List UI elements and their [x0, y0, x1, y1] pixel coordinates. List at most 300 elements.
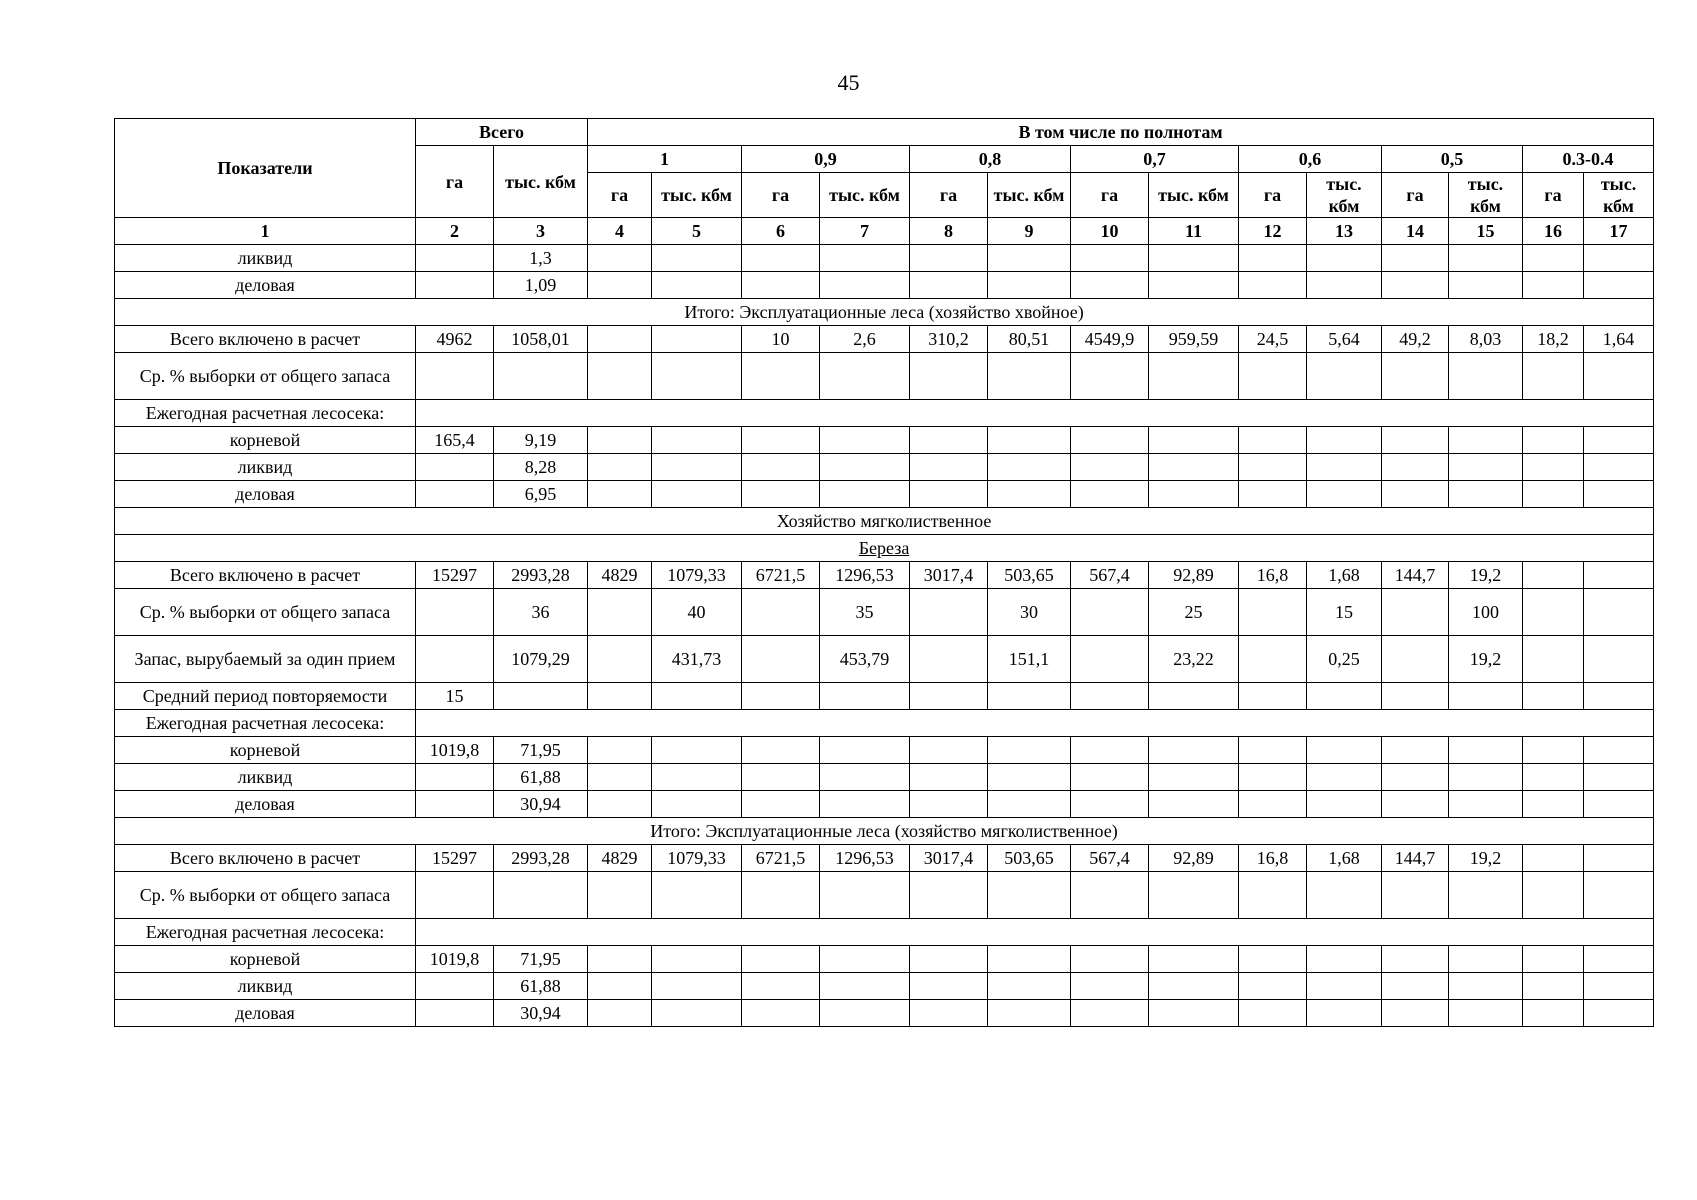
table-cell — [1239, 454, 1307, 481]
table-cell: 71,95 — [494, 946, 588, 973]
table-cell: 18,2 — [1523, 326, 1584, 353]
table-cell: 19,2 — [1449, 562, 1523, 589]
table-row — [115, 427, 1654, 454]
table-cell — [1149, 946, 1239, 973]
table-cell — [1149, 353, 1239, 400]
table-cell — [588, 272, 652, 299]
table-cell — [494, 683, 588, 710]
table-cell — [1449, 946, 1523, 973]
table-cell — [652, 737, 742, 764]
table-cell: 0,25 — [1307, 636, 1382, 683]
table-cell — [652, 1000, 742, 1027]
table-cell — [1239, 946, 1307, 973]
table-cell: 8,03 — [1449, 326, 1523, 353]
table-cell: 15297 — [416, 845, 494, 872]
table-cell: 19,2 — [1449, 636, 1523, 683]
header-ha: га — [588, 173, 652, 218]
forest-table — [114, 118, 1654, 1027]
row-label: корневой — [115, 737, 416, 764]
table-cell — [1071, 764, 1149, 791]
table-cell — [652, 272, 742, 299]
table-cell — [588, 353, 652, 400]
table-cell: 1296,53 — [820, 845, 910, 872]
table-cell — [416, 481, 494, 508]
table-cell: 4962 — [416, 326, 494, 353]
column-number: 14 — [1382, 218, 1449, 245]
row-label: Ср. % выборки от общего запаса — [115, 353, 416, 400]
table-cell — [588, 791, 652, 818]
table-cell: 2993,28 — [494, 562, 588, 589]
table-cell — [742, 764, 820, 791]
column-number: 8 — [910, 218, 988, 245]
table-cell — [1071, 427, 1149, 454]
table-cell: 1079,29 — [494, 636, 588, 683]
table-cell — [1523, 737, 1584, 764]
table-cell — [1584, 845, 1654, 872]
table-cell — [416, 272, 494, 299]
table-cell: 49,2 — [1382, 326, 1449, 353]
table-cell — [1523, 973, 1584, 1000]
table-cell — [820, 946, 910, 973]
table-cell — [742, 1000, 820, 1027]
table-cell — [588, 946, 652, 973]
table-cell — [1307, 272, 1382, 299]
table-cell — [1523, 636, 1584, 683]
table-cell — [1382, 764, 1449, 791]
table-cell — [1239, 791, 1307, 818]
table-cell: 6,95 — [494, 481, 588, 508]
row-label: Всего включено в расчет — [115, 326, 416, 353]
table-row — [115, 245, 1654, 272]
row-label: Всего включено в расчет — [115, 562, 416, 589]
table-cell — [652, 353, 742, 400]
header-total-volume: тыс. кбм — [494, 146, 588, 218]
column-number: 13 — [1307, 218, 1382, 245]
table-cell — [1239, 973, 1307, 1000]
table-cell — [1307, 245, 1382, 272]
table-row — [115, 326, 1654, 353]
table-cell — [1149, 1000, 1239, 1027]
table-cell — [1584, 1000, 1654, 1027]
row-label: Всего включено в расчет — [115, 845, 416, 872]
header-density: 0,9 — [742, 146, 910, 173]
table-cell — [910, 636, 988, 683]
table-cell — [416, 791, 494, 818]
table-cell — [820, 427, 910, 454]
table-cell — [988, 737, 1071, 764]
column-number: 6 — [742, 218, 820, 245]
table-cell — [1584, 427, 1654, 454]
section-title-text: Хозяйство мягколиственное — [776, 511, 992, 531]
table-cell — [820, 245, 910, 272]
header-ha: га — [1382, 173, 1449, 218]
table-cell — [652, 427, 742, 454]
table-cell — [1449, 272, 1523, 299]
table-cell — [1584, 683, 1654, 710]
row-label: ликвид — [115, 764, 416, 791]
table-cell: 567,4 — [1071, 562, 1149, 589]
table-cell: 92,89 — [1149, 562, 1239, 589]
table-cell — [820, 764, 910, 791]
table-cell — [910, 454, 988, 481]
header-density: 0,5 — [1382, 146, 1523, 173]
table-cell — [742, 872, 820, 919]
table-cell: 1,68 — [1307, 562, 1382, 589]
table-cell — [1307, 946, 1382, 973]
table-cell: 310,2 — [910, 326, 988, 353]
table-row — [115, 272, 1654, 299]
table-cell — [1449, 764, 1523, 791]
table-cell — [1149, 737, 1239, 764]
table-cell — [1071, 636, 1149, 683]
table-row — [115, 562, 1654, 589]
table-row — [115, 919, 1654, 946]
table-cell — [1584, 272, 1654, 299]
table-row — [115, 710, 1654, 737]
table-cell: 1019,8 — [416, 737, 494, 764]
table-cell: 10 — [742, 326, 820, 353]
header-indicators: Показатели — [115, 119, 416, 218]
table-cell — [1307, 353, 1382, 400]
table-cell — [820, 791, 910, 818]
table-cell — [1382, 481, 1449, 508]
table-cell — [910, 872, 988, 919]
table-cell — [1523, 353, 1584, 400]
table-cell — [1449, 737, 1523, 764]
table-cell — [1449, 481, 1523, 508]
table-cell — [1382, 636, 1449, 683]
table-cell — [588, 737, 652, 764]
table-cell — [1149, 245, 1239, 272]
table-cell — [652, 946, 742, 973]
section-title — [115, 535, 1654, 562]
table-cell — [1239, 427, 1307, 454]
header-volume: тыс. кбм — [652, 173, 742, 218]
table-cell — [1449, 973, 1523, 1000]
table-cell — [588, 1000, 652, 1027]
table-cell — [1584, 973, 1654, 1000]
table-cell — [652, 791, 742, 818]
header-volume: тыс. кбм — [820, 173, 910, 218]
table-cell: 959,59 — [1149, 326, 1239, 353]
table-cell — [742, 272, 820, 299]
table-cell — [1584, 245, 1654, 272]
table-cell — [416, 353, 494, 400]
table-row — [115, 791, 1654, 818]
table-cell — [1071, 791, 1149, 818]
table-cell — [1449, 872, 1523, 919]
header-ha: га — [1239, 173, 1307, 218]
header-volume: тыс. кбм — [1449, 173, 1523, 218]
table-cell — [1149, 791, 1239, 818]
table-cell — [1382, 946, 1449, 973]
table-cell — [1382, 245, 1449, 272]
table-cell: 71,95 — [494, 737, 588, 764]
table-cell: 15297 — [416, 562, 494, 589]
header-ha: га — [742, 173, 820, 218]
table-cell — [494, 353, 588, 400]
table-cell — [652, 683, 742, 710]
table-cell — [1149, 454, 1239, 481]
table-cell: 2993,28 — [494, 845, 588, 872]
table-cell — [910, 589, 988, 636]
column-number: 12 — [1239, 218, 1307, 245]
table-row — [115, 973, 1654, 1000]
table-cell: 30,94 — [494, 791, 588, 818]
table-cell — [1449, 683, 1523, 710]
table-cell — [1239, 272, 1307, 299]
table-cell — [652, 973, 742, 1000]
table-cell — [1149, 427, 1239, 454]
table-cell — [1584, 946, 1654, 973]
column-number: 2 — [416, 218, 494, 245]
table-cell — [1523, 589, 1584, 636]
table-cell — [1239, 353, 1307, 400]
table-cell — [494, 872, 588, 919]
table-cell: 1079,33 — [652, 562, 742, 589]
table-cell — [820, 683, 910, 710]
column-number: 15 — [1449, 218, 1523, 245]
row-label: корневой — [115, 427, 416, 454]
row-label: Ср. % выборки от общего запаса — [115, 872, 416, 919]
table-cell — [588, 245, 652, 272]
table-cell — [1584, 562, 1654, 589]
table-cell: 1019,8 — [416, 946, 494, 973]
table-cell — [1523, 454, 1584, 481]
header-row-1 — [115, 119, 1654, 146]
table-cell — [652, 326, 742, 353]
table-cell: 16,8 — [1239, 845, 1307, 872]
table-cell — [1307, 872, 1382, 919]
header-density: 0.3-0.4 — [1523, 146, 1654, 173]
row-label: Запас, вырубаемый за один прием — [115, 636, 416, 683]
table-cell — [1584, 737, 1654, 764]
table-cell: 23,22 — [1149, 636, 1239, 683]
table-cell — [1307, 454, 1382, 481]
table-cell — [910, 973, 988, 1000]
table-cell — [416, 872, 494, 919]
row-label: деловая — [115, 1000, 416, 1027]
table-cell — [820, 353, 910, 400]
table-cell: 144,7 — [1382, 562, 1449, 589]
table-cell — [742, 737, 820, 764]
table-cell — [1239, 764, 1307, 791]
table-cell: 4829 — [588, 562, 652, 589]
column-number: 16 — [1523, 218, 1584, 245]
table-cell — [1239, 589, 1307, 636]
table-cell: 1296,53 — [820, 562, 910, 589]
table-row — [115, 353, 1654, 400]
table-cell — [742, 636, 820, 683]
table-cell — [820, 1000, 910, 1027]
table-cell: 92,89 — [1149, 845, 1239, 872]
table-cell — [1382, 973, 1449, 1000]
table-cell — [988, 1000, 1071, 1027]
table-row — [115, 845, 1654, 872]
table-cell — [1239, 636, 1307, 683]
table-cell — [416, 589, 494, 636]
table-cell — [416, 636, 494, 683]
header-by-density: В том числе по полнотам — [588, 119, 1654, 146]
table-cell: 1058,01 — [494, 326, 588, 353]
section-row — [115, 508, 1654, 535]
table-cell: 453,79 — [820, 636, 910, 683]
row-label: корневой — [115, 946, 416, 973]
table-cell — [910, 791, 988, 818]
table-cell: 40 — [652, 589, 742, 636]
table-row — [115, 872, 1654, 919]
table-cell — [1382, 872, 1449, 919]
table-cell — [1523, 683, 1584, 710]
table-cell — [1584, 636, 1654, 683]
table-cell — [988, 353, 1071, 400]
table-cell: 2,6 — [820, 326, 910, 353]
table-cell — [1071, 481, 1149, 508]
table-row — [115, 481, 1654, 508]
table-cell: 35 — [820, 589, 910, 636]
table-cell — [1523, 764, 1584, 791]
table-cell: 4829 — [588, 845, 652, 872]
table-cell — [1239, 683, 1307, 710]
row-label: ликвид — [115, 973, 416, 1000]
empty-span-cell — [416, 400, 1654, 427]
table-cell — [588, 481, 652, 508]
table-cell — [988, 245, 1071, 272]
table-cell — [1071, 353, 1149, 400]
column-number: 17 — [1584, 218, 1654, 245]
table-cell — [910, 353, 988, 400]
header-density: 0,6 — [1239, 146, 1382, 173]
table-row — [115, 589, 1654, 636]
table-cell — [1584, 454, 1654, 481]
table-cell — [1523, 245, 1584, 272]
table-cell — [1584, 872, 1654, 919]
table-cell — [988, 946, 1071, 973]
table-cell — [910, 764, 988, 791]
header-volume: тыс. кбм — [1584, 173, 1654, 218]
table-cell — [1449, 791, 1523, 818]
table-cell — [1071, 1000, 1149, 1027]
table-cell: 1,68 — [1307, 845, 1382, 872]
row-label: Ежегодная расчетная лесосека: — [115, 919, 416, 946]
table-cell — [416, 764, 494, 791]
table-row — [115, 737, 1654, 764]
table-cell: 16,8 — [1239, 562, 1307, 589]
table-cell — [1382, 737, 1449, 764]
section-row — [115, 299, 1654, 326]
table-cell — [588, 683, 652, 710]
table-cell — [1449, 353, 1523, 400]
table-cell — [910, 946, 988, 973]
table-cell — [1149, 764, 1239, 791]
header-total-ha: га — [416, 146, 494, 218]
table-cell — [1382, 427, 1449, 454]
table-cell — [1149, 872, 1239, 919]
table-cell: 61,88 — [494, 973, 588, 1000]
table-cell — [1523, 1000, 1584, 1027]
table-cell: 36 — [494, 589, 588, 636]
table-row — [115, 636, 1654, 683]
table-cell — [742, 454, 820, 481]
table-cell — [910, 683, 988, 710]
table-cell — [1449, 454, 1523, 481]
row-label: ликвид — [115, 245, 416, 272]
table-cell: 25 — [1149, 589, 1239, 636]
header-volume: тыс. кбм — [988, 173, 1071, 218]
table-cell — [742, 245, 820, 272]
table-cell — [820, 272, 910, 299]
header-total: Всего — [416, 119, 588, 146]
table-cell — [1071, 589, 1149, 636]
table-cell — [910, 737, 988, 764]
column-number: 7 — [820, 218, 910, 245]
table-cell: 61,88 — [494, 764, 588, 791]
table-cell: 503,65 — [988, 562, 1071, 589]
table-cell — [1382, 791, 1449, 818]
table-cell — [742, 683, 820, 710]
table-cell — [1071, 973, 1149, 1000]
table-cell: 4549,9 — [1071, 326, 1149, 353]
table-cell — [820, 872, 910, 919]
table-cell — [820, 973, 910, 1000]
table-cell — [1523, 272, 1584, 299]
table-cell — [742, 481, 820, 508]
column-number: 1 — [115, 218, 416, 245]
table-body — [115, 245, 1654, 1027]
column-number: 4 — [588, 218, 652, 245]
table-cell — [1382, 353, 1449, 400]
header-ha: га — [910, 173, 988, 218]
table-cell — [1307, 791, 1382, 818]
table-cell: 431,73 — [652, 636, 742, 683]
empty-span-cell — [416, 710, 1654, 737]
table-cell — [1523, 481, 1584, 508]
table-cell — [1382, 454, 1449, 481]
table-cell — [1071, 683, 1149, 710]
column-number-row — [115, 218, 1654, 245]
section-row — [115, 818, 1654, 845]
table-cell — [1239, 1000, 1307, 1027]
section-title — [115, 818, 1654, 845]
header-density: 0,7 — [1071, 146, 1239, 173]
table-cell — [588, 973, 652, 1000]
table-cell — [1523, 946, 1584, 973]
table-cell — [1239, 737, 1307, 764]
table-cell — [1523, 562, 1584, 589]
table-cell — [1584, 589, 1654, 636]
section-title-text: Итого: Эксплуатационные леса (хозяйство мягколиственное) — [650, 821, 1118, 841]
table-cell: 3017,4 — [910, 562, 988, 589]
table-cell — [1382, 683, 1449, 710]
table-cell — [1523, 791, 1584, 818]
table-cell — [820, 737, 910, 764]
table-cell — [1149, 481, 1239, 508]
row-label: Средний период повторяемости — [115, 683, 416, 710]
table-cell — [1239, 481, 1307, 508]
header-ha: га — [1071, 173, 1149, 218]
header-ha: га — [1523, 173, 1584, 218]
table-cell — [988, 683, 1071, 710]
table-cell — [652, 764, 742, 791]
table-cell: 30,94 — [494, 1000, 588, 1027]
table-cell — [1523, 845, 1584, 872]
table-cell — [588, 764, 652, 791]
table-cell — [1149, 973, 1239, 1000]
table-cell — [588, 636, 652, 683]
table-cell — [988, 791, 1071, 818]
table-cell: 1,64 — [1584, 326, 1654, 353]
table-row — [115, 764, 1654, 791]
